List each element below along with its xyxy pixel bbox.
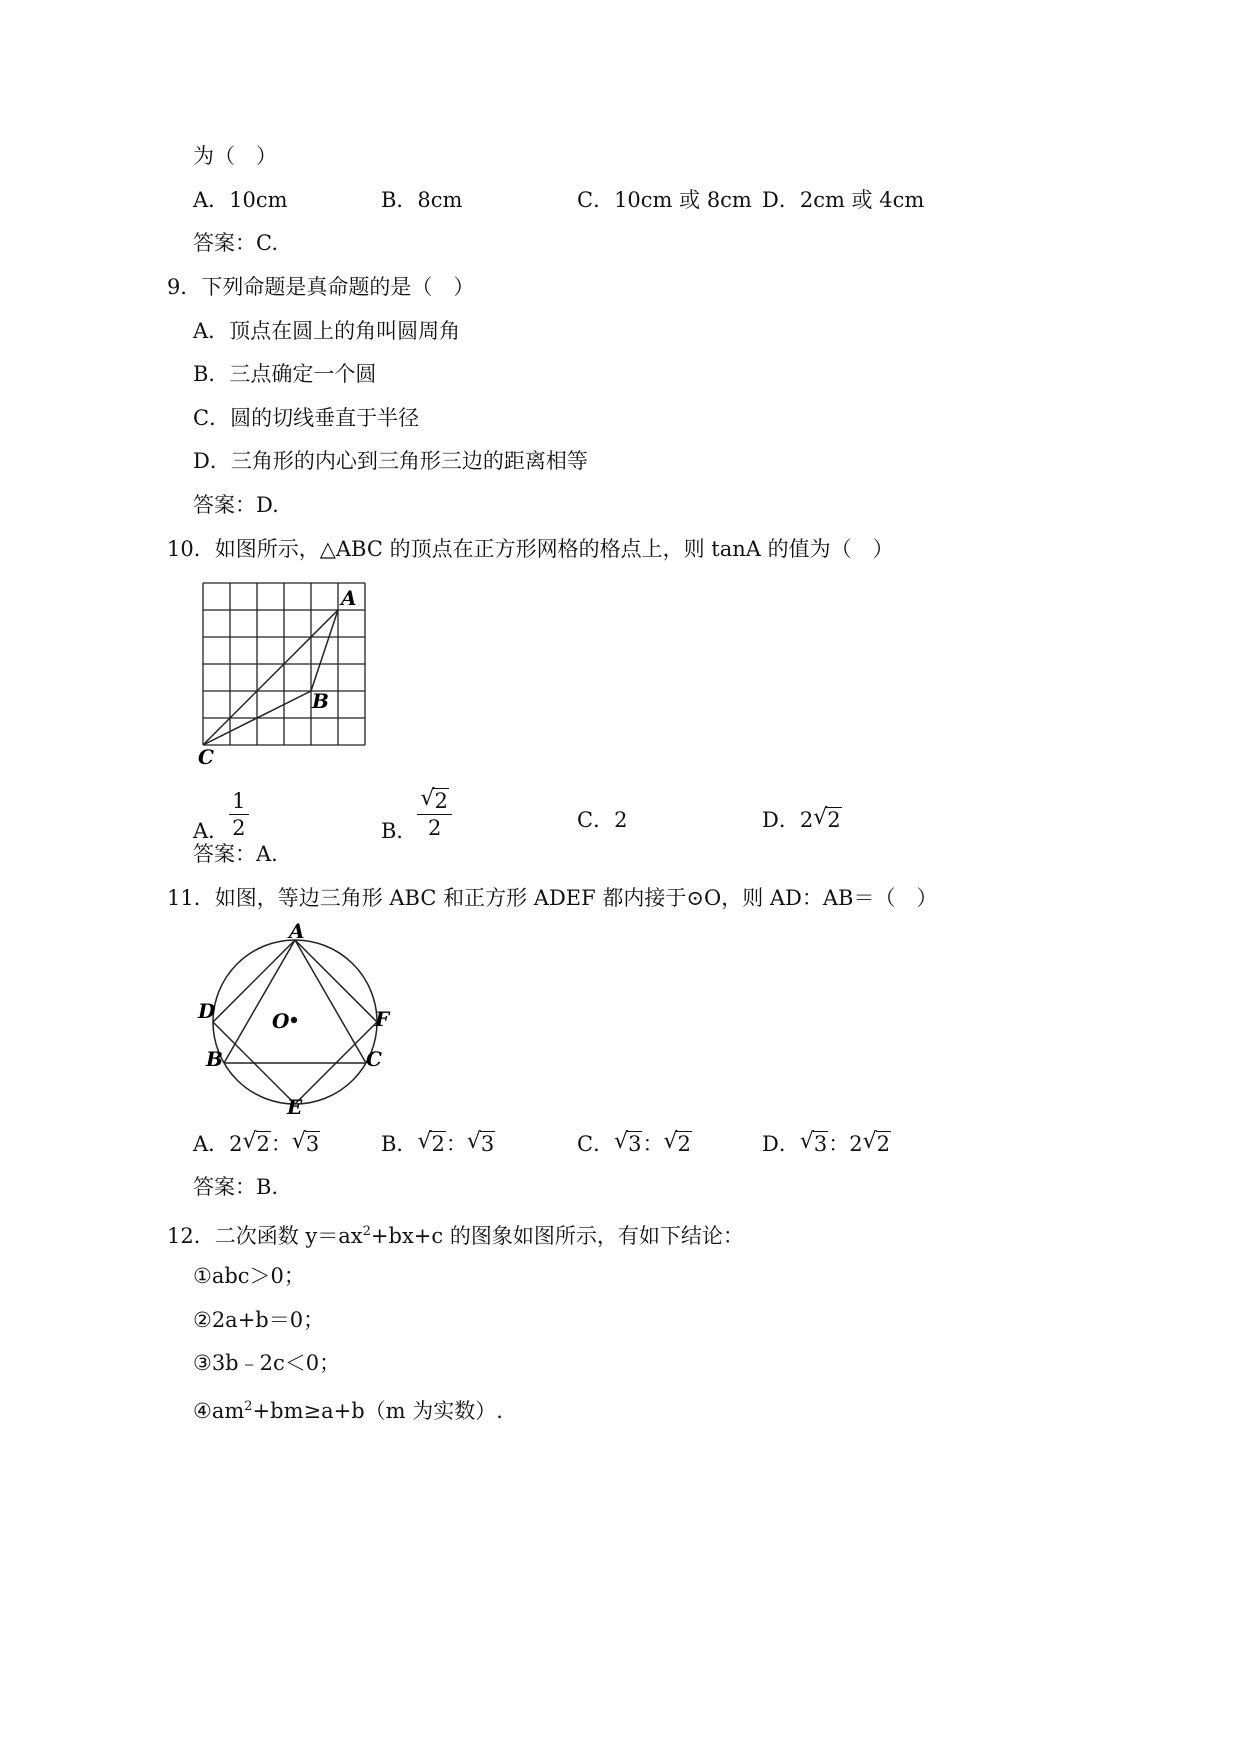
q10-option-b-numerator	[417, 788, 451, 815]
q11-option-d-separator: ：	[828, 1132, 850, 1156]
q11-stem: 11．如图，等边三角形 ABC 和正方形 ADEF 都内接于⊙O，则 AD：AB＝（ ）	[167, 886, 938, 910]
q12-conclusion-4	[193, 1393, 503, 1425]
q10-option-d-radicand: 2	[827, 808, 841, 832]
q10-option-b-radicand: 2	[434, 789, 448, 813]
q10-answer: 答案：A.	[193, 842, 278, 866]
q10-option-a-denominator: 2	[232, 816, 246, 840]
q9-option-b: B．三点确定一个圆	[193, 362, 377, 386]
q11-option-a-radicand2: 3	[305, 1132, 320, 1156]
q9-stem: 9．下列命题是真命题的是（ ）	[167, 275, 475, 299]
q10-option-d-coefficient: 2	[799, 808, 814, 832]
q9-option-d: D．三角形的内心到三角形三边的距离相等	[193, 449, 588, 473]
q11-option-b-radicand2: 3	[480, 1132, 495, 1156]
q11-option-a-radicand1: 2	[256, 1132, 270, 1156]
q9-option-c: C．圆的切线垂直于半径	[193, 406, 420, 430]
q11-option-a	[193, 1130, 320, 1158]
q11-option-c-radicand1: 3	[628, 1132, 642, 1156]
q8-option-c: C．10cm 或 8cm	[577, 188, 752, 212]
q11-option-c-radicand2: 2	[677, 1132, 691, 1156]
q10-option-b-sqrt	[420, 788, 448, 814]
q11-option-d-radicand1: 3	[813, 1132, 828, 1156]
q11-option-d-prefix: D．	[762, 1132, 800, 1156]
q11-option-c-sqrt1	[614, 1130, 642, 1158]
q11-option-a-coefficient: 2	[229, 1132, 243, 1156]
q11-option-b-separator: ：	[445, 1132, 467, 1156]
q11-option-b-prefix: B．	[381, 1132, 418, 1156]
q11-answer: 答案：B.	[193, 1175, 279, 1199]
q8-option-a: A．10cm	[193, 188, 288, 212]
q11-option-b-radicand1: 2	[431, 1132, 445, 1156]
q11-option-a-sqrt2	[292, 1130, 320, 1158]
label-c: C	[198, 745, 214, 769]
q12-conclusion-4-pre: ④am	[193, 1399, 245, 1423]
q9-answer: 答案：D.	[193, 493, 279, 517]
q12-conclusion-1: ①abc＞0；	[193, 1264, 305, 1288]
q10-option-b-fraction	[417, 788, 451, 841]
q11-option-b-sqrt2	[467, 1130, 495, 1158]
q12-conclusion-3: ③3b﹣2c＜0；	[193, 1351, 341, 1375]
q11-option-c-sqrt2	[663, 1130, 691, 1158]
q10-grid-figure	[190, 570, 380, 770]
q12-conclusion-4-superscript: 2	[244, 1399, 253, 1414]
q12-stem-superscript: 2	[362, 1224, 371, 1239]
q12-conclusion-4-post: +bm≥a+b（m 为实数）.	[252, 1399, 503, 1423]
q11-option-b-sqrt1	[417, 1130, 445, 1158]
q10-option-b	[381, 789, 452, 859]
q11-option-d-coefficient: 2	[849, 1132, 863, 1156]
triangle-abc	[203, 610, 338, 745]
q10-stem: 10．如图所示，△ABC 的顶点在正方形网格的格点上，则 tanA 的值为（ ）	[167, 537, 894, 561]
q11-option-d-radicand2: 2	[876, 1132, 890, 1156]
q11-option-d-sqrt1	[800, 1130, 828, 1158]
label-f: F	[375, 1007, 390, 1031]
q11-option-b	[381, 1130, 495, 1158]
q10-option-d-prefix: D．	[762, 808, 800, 832]
q9-option-a: A．顶点在圆上的角叫圆周角	[193, 319, 461, 343]
q10-option-a-fraction	[229, 788, 248, 841]
q8-answer: 答案：C.	[193, 231, 278, 255]
q12-stem	[167, 1218, 744, 1250]
q10-option-c: C．2	[577, 808, 628, 832]
q11-option-d	[762, 1130, 891, 1158]
q10-option-d	[762, 806, 842, 834]
q11-option-a-sqrt1	[243, 1130, 271, 1158]
q10-option-d-sqrt	[813, 806, 841, 834]
label-o: O	[272, 1009, 290, 1033]
label-a: A	[341, 586, 357, 610]
q12-conclusion-2: ②2a+b＝0；	[193, 1308, 325, 1332]
q12-stem-post: +bx+c 的图象如图所示，有如下结论：	[370, 1224, 744, 1248]
label-d: D	[198, 999, 216, 1023]
label-c: C	[366, 1047, 382, 1071]
label-e: E	[287, 1095, 303, 1119]
q10-option-a-prefix: A．	[193, 819, 230, 843]
label-b: B	[206, 1047, 223, 1071]
center-point	[291, 1017, 297, 1023]
equilateral-triangle-abc	[224, 940, 366, 1063]
q11-option-c-prefix: C．	[577, 1132, 615, 1156]
q8-option-d: D．2cm 或 4cm	[762, 188, 925, 212]
q8-option-b: B．8cm	[381, 188, 463, 212]
q11-option-a-prefix: A．	[193, 1132, 230, 1156]
q11-option-c-separator: ：	[642, 1132, 664, 1156]
q11-option-a-separator: ：	[270, 1132, 292, 1156]
label-a: A	[289, 919, 305, 943]
q10-option-b-prefix: B．	[381, 819, 418, 843]
q11-circle-figure	[190, 918, 410, 1123]
q10-option-b-denominator: 2	[427, 816, 442, 840]
q8-stem-tail: 为（ ）	[193, 144, 277, 168]
q10-option-a-numerator: 1	[229, 788, 248, 815]
label-b: B	[312, 689, 329, 713]
q11-option-d-sqrt2	[863, 1130, 891, 1158]
q11-option-c	[577, 1130, 692, 1158]
q12-stem-pre: 12．二次函数 y＝ax	[167, 1224, 363, 1248]
